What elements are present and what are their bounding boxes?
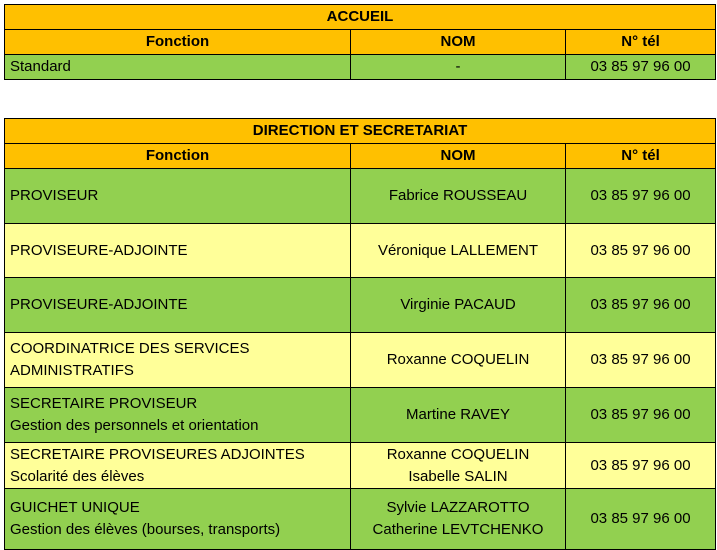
- col-header-nom: NOM: [351, 144, 566, 169]
- cell-nom: [351, 489, 566, 550]
- cell-fonction: [5, 224, 351, 278]
- cell-tel: 03 85 97 96 00: [566, 55, 716, 80]
- table-row: [5, 278, 716, 333]
- accueil-title: ACCUEIL: [5, 5, 716, 30]
- col-header-tel: N° tél: [566, 30, 716, 55]
- cell-nom: [351, 224, 566, 278]
- col-header-fonction: Fonction: [5, 30, 351, 55]
- nom-line: Sylvie LAZZAROTTO: [386, 499, 530, 516]
- cell-nom: [351, 278, 566, 333]
- table-row: [5, 224, 716, 278]
- cell-nom: [351, 333, 566, 388]
- table-row: [5, 489, 716, 550]
- fonction-line: ADMINISTRATIFS: [10, 362, 134, 379]
- cell-nom: -: [351, 55, 566, 80]
- cell-tel: 03 85 97 96 00: [566, 169, 716, 224]
- cell-tel: 03 85 97 96 00: [566, 489, 716, 550]
- fonction-line: SECRETAIRE PROVISEURES ADJOINTES: [10, 445, 305, 463]
- cell-tel: 03 85 97 96 00: [566, 278, 716, 333]
- direction-table: [4, 118, 716, 550]
- cell-fonction: [5, 169, 351, 224]
- table-row: [5, 443, 716, 489]
- cell-nom: [351, 169, 566, 224]
- nom-line: Martine RAVEY: [406, 406, 510, 423]
- nom-line: Roxanne COQUELIN: [386, 351, 530, 368]
- cell-tel: 03 85 97 96 00: [566, 388, 716, 443]
- cell-tel: 03 85 97 96 00: [566, 443, 716, 489]
- fonction-line: SECRETAIRE PROVISEUR: [10, 395, 198, 412]
- cell-fonction: [5, 278, 351, 333]
- nom-line: Véronique LALLEMENT: [377, 241, 539, 259]
- cell-nom: [351, 443, 566, 489]
- table-row: [5, 388, 716, 443]
- fonction-line: PROVISEURE-ADJOINTE: [10, 241, 188, 259]
- direction-title: DIRECTION ET SECRETARIAT: [5, 119, 716, 144]
- col-header-nom: NOM: [351, 30, 566, 55]
- nom-line: Fabrice ROUSSEAU: [388, 187, 528, 204]
- cell-nom: [351, 388, 566, 443]
- cell-fonction: [5, 388, 351, 443]
- fonction-line: PROVISEUR: [10, 187, 99, 204]
- cell-fonction: [5, 333, 351, 388]
- fonction-line: PROVISEURE-ADJOINTE: [10, 296, 188, 313]
- table-row: [5, 333, 716, 388]
- cell-fonction: [5, 489, 351, 550]
- cell-tel: 03 85 97 96 00: [566, 224, 716, 278]
- nom-line: Isabelle SALIN: [408, 467, 508, 485]
- nom-line: Roxanne COQUELIN: [386, 445, 530, 463]
- col-header-fonction: Fonction: [5, 144, 351, 169]
- table-row: [5, 169, 716, 224]
- fonction-line: GUICHET UNIQUE: [10, 499, 140, 516]
- fonction-line: COORDINATRICE DES SERVICES: [10, 340, 250, 357]
- cell-tel: 03 85 97 96 00: [566, 333, 716, 388]
- col-header-tel: N° tél: [566, 144, 716, 169]
- cell-fonction: [5, 443, 351, 489]
- fonction-line: Scolarité des élèves: [10, 467, 145, 485]
- accueil-table: [4, 4, 716, 80]
- table-row: [5, 55, 716, 80]
- fonction-line: Gestion des personnels et orientation: [10, 417, 259, 434]
- nom-line: Catherine LEVTCHENKO: [372, 521, 544, 538]
- cell-fonction: Standard: [5, 55, 351, 80]
- fonction-line: Gestion des élèves (bourses, transports): [10, 521, 281, 538]
- nom-line: Virginie PACAUD: [400, 296, 516, 313]
